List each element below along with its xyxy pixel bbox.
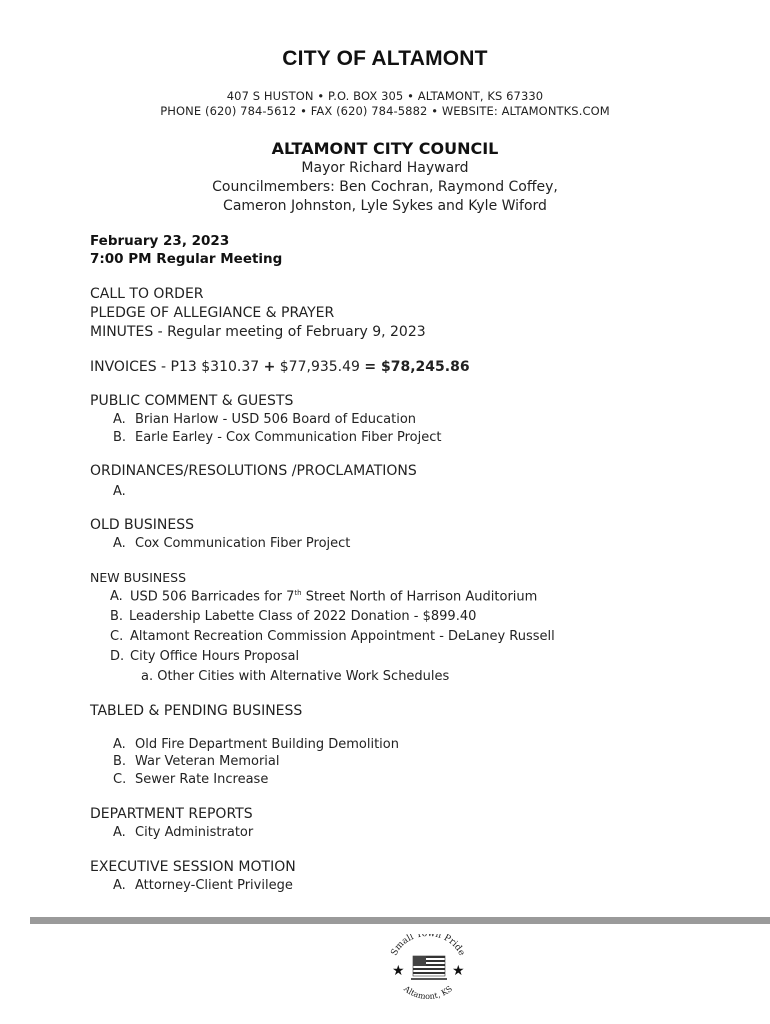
list-item: [113, 825, 253, 840]
list-item-text: Leadership Labette Class of 2022 Donation - $899.40: [129, 609, 477, 624]
list-item-text: Attorney-Client Privilege: [135, 878, 293, 893]
tabled-heading: TABLED & PENDING BUSINESS: [90, 703, 303, 719]
star-icon: ★: [392, 963, 405, 979]
pledge-of-allegiance: PLEDGE OF ALLEGIANCE & PRAYER: [90, 305, 335, 321]
list-item: [113, 737, 399, 752]
list-marker: A.: [113, 737, 126, 752]
list-item-text: Earle Earley - Cox Communication Fiber Project: [135, 430, 442, 445]
list-item: [113, 754, 280, 769]
list-marker: A.: [113, 878, 126, 893]
department-reports-heading: DEPARTMENT REPORTS: [90, 806, 253, 822]
address-line: 407 S HUSTON • P.O. BOX 305 • ALTAMONT, KS 67330: [226, 89, 544, 103]
list-item: [110, 609, 476, 624]
contact-line: PHONE (620) 784-5612 • FAX (620) 784-5882 • WEBSITE: ALTAMONTKS.COM: [160, 104, 610, 118]
list-item-text: City Office Hours Proposal: [130, 649, 300, 664]
superscript: th: [294, 589, 302, 597]
star-icon: ★: [452, 963, 465, 979]
new-business-heading: NEW BUSINESS: [90, 570, 187, 585]
invoices-prefix: INVOICES - P13 $310.37: [90, 359, 264, 375]
small-town-pride-seal: [380, 934, 476, 1008]
mayor-line: Mayor Richard Hayward: [301, 160, 469, 176]
seal-top-text: Small Town Pride: [389, 934, 467, 958]
list-marker: D.: [110, 649, 125, 664]
sub-list-item: a. Other Cities with Alternative Work Schedules: [141, 669, 450, 684]
list-item-text: Cox Communication Fiber Project: [135, 536, 351, 551]
invoices-line: [90, 359, 470, 375]
list-item: [113, 878, 293, 893]
council-title: ALTAMONT CITY COUNCIL: [271, 139, 499, 158]
footer-divider: [30, 917, 770, 924]
list-item: [113, 412, 416, 427]
american-flag-icon: [411, 956, 447, 980]
list-item-text: Brian Harlow - USD 506 Board of Education: [135, 412, 417, 427]
list-item: [110, 589, 537, 604]
list-marker: A.: [113, 536, 126, 551]
list-marker: A.: [113, 825, 126, 840]
ordinances-heading: ORDINANCES/RESOLUTIONS /PROCLAMATIONS: [90, 463, 417, 479]
list-marker: B.: [110, 609, 124, 624]
list-item: [113, 430, 441, 445]
meeting-date: February 23, 2023: [90, 233, 230, 249]
list-item-text: Old Fire Department Building Demolition: [135, 737, 399, 752]
seal-graphic: [380, 934, 476, 1008]
executive-session-heading: EXECUTIVE SESSION MOTION: [90, 859, 296, 875]
list-marker: C.: [113, 772, 127, 787]
list-item: [113, 536, 350, 551]
list-item: [110, 629, 555, 644]
invoices-amount: $77,935.49: [275, 359, 365, 375]
list-item-text-suffix: Street North of Harrison Auditorium: [301, 589, 538, 605]
invoices-plus: +: [263, 359, 276, 375]
minutes-line: MINUTES - Regular meeting of February 9, 2023: [90, 324, 426, 340]
list-item-text: Sewer Rate Increase: [135, 772, 269, 787]
call-to-order: CALL TO ORDER: [90, 286, 204, 302]
list-item-text: Altamont Recreation Commission Appointment - DeLaney Russell: [130, 629, 555, 644]
list-marker: C.: [110, 629, 124, 644]
old-business-heading: OLD BUSINESS: [90, 517, 195, 533]
councilmembers-line-2: Cameron Johnston, Lyle Sykes and Kyle Wiford: [223, 198, 547, 214]
list-item: [113, 772, 268, 787]
list-marker: B.: [113, 754, 127, 769]
seal-bottom-text: Altamont, KS: [402, 984, 454, 1002]
list-item: [113, 484, 135, 499]
list-item-text: City Administrator: [135, 825, 254, 840]
meeting-time: 7:00 PM Regular Meeting: [90, 251, 283, 267]
public-comment-heading: PUBLIC COMMENT & GUESTS: [90, 393, 294, 409]
list-marker: A.: [110, 589, 123, 605]
list-marker: A.: [113, 484, 126, 499]
list-item-text-prefix: USD 506 Barricades for 7: [130, 589, 295, 605]
city-title: CITY OF ALTAMONT: [282, 47, 488, 70]
list-item: [110, 649, 299, 664]
list-item-text: War Veteran Memorial: [135, 754, 280, 769]
list-marker: A.: [113, 412, 126, 427]
invoices-total: = $78,245.86: [364, 359, 470, 375]
councilmembers-line-1: Councilmembers: Ben Cochran, Raymond Coffey,: [212, 179, 558, 195]
list-marker: B.: [113, 430, 127, 445]
